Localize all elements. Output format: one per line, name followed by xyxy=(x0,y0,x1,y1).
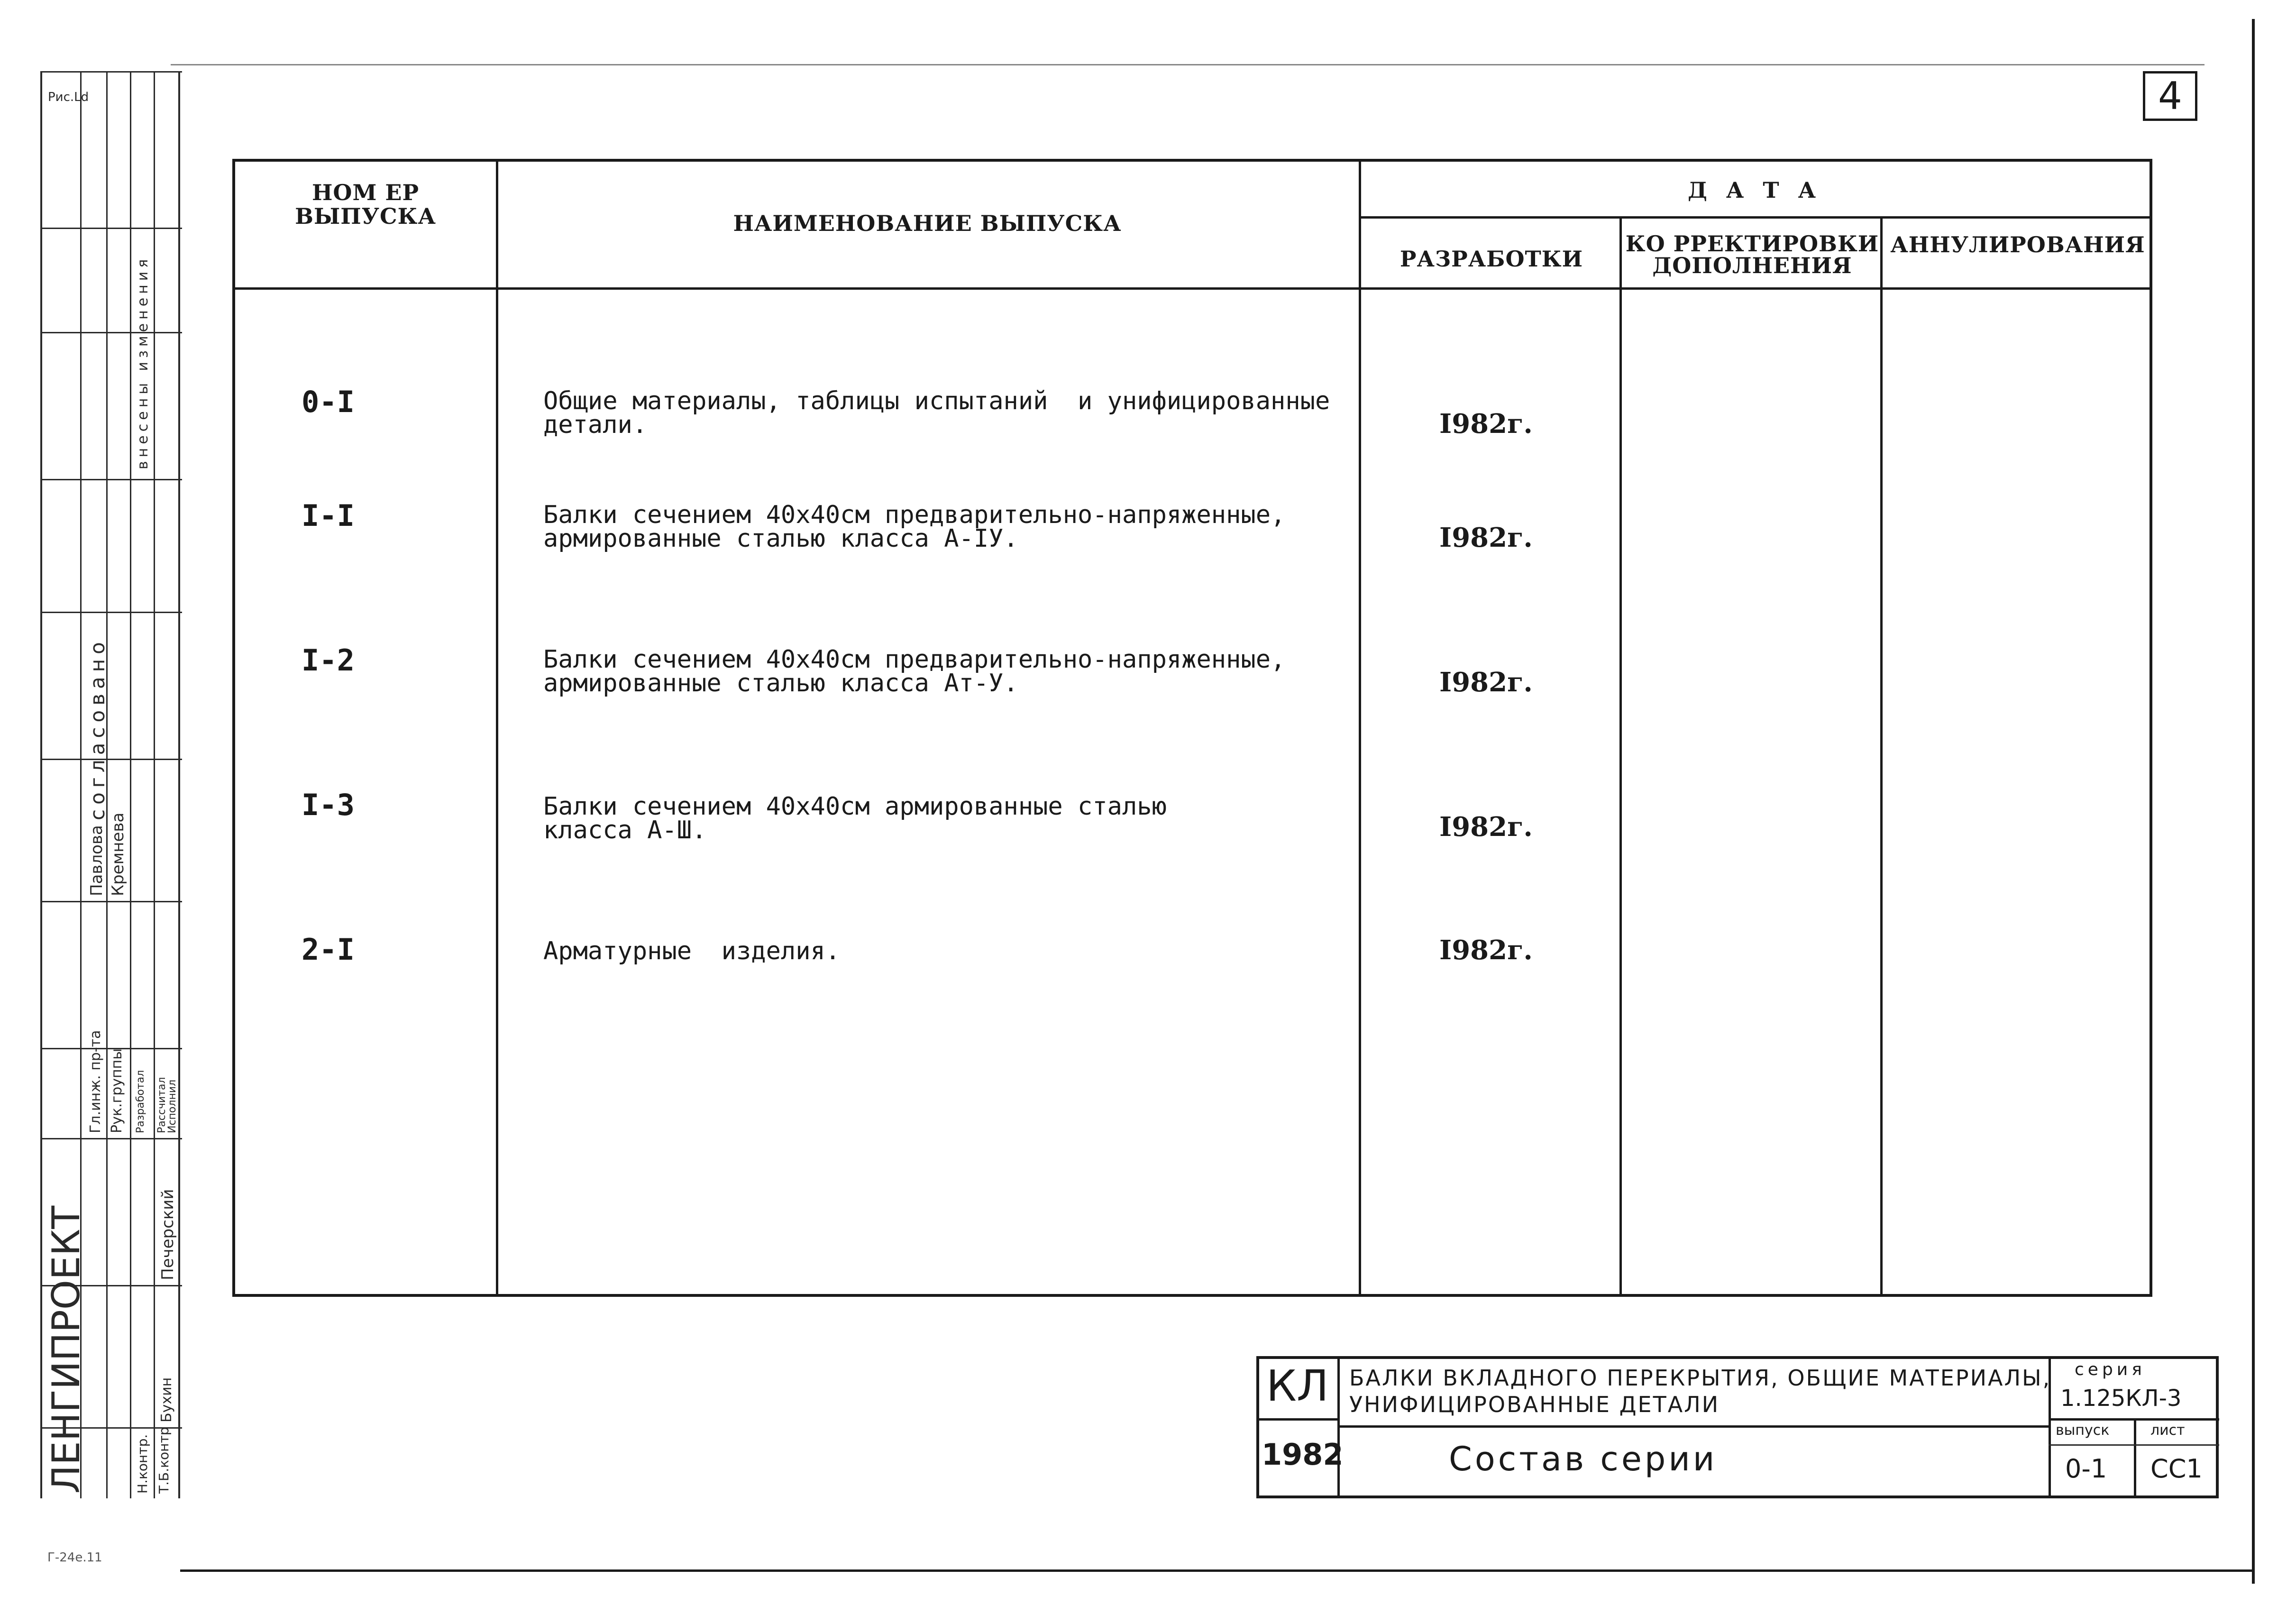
role-label: Т.Б.контр xyxy=(156,1427,172,1494)
row-number: I-I xyxy=(302,498,355,533)
tb-title: БАЛКИ ВКЛАДНОГО ПЕРЕКРЫТИЯ, ОБЩИЕ МАТЕРИАЛЫ, УНИФИЦИРОВАННЫЕ ДЕТАЛИ xyxy=(1349,1365,2051,1417)
header-name: НАИМЕНОВАНИЕ ВЫПУСКА xyxy=(733,211,1122,236)
header-divider xyxy=(235,287,2150,290)
strip-divider xyxy=(42,901,182,902)
header-correction: КО РРЕКТИРОВКИ ДОПОЛНЕНИЯ xyxy=(1625,231,1879,278)
row-number: 0-I xyxy=(302,385,355,419)
row-number: 2-I xyxy=(302,932,355,967)
signer-name: Кремнева xyxy=(109,812,128,896)
header-development: РАЗРАБОТКИ xyxy=(1400,246,1583,272)
role-label: Исполнил xyxy=(166,1079,178,1133)
strip-divider xyxy=(42,332,182,333)
col-divider xyxy=(1359,162,1361,1295)
header-date: Д А Т А xyxy=(1687,177,1822,203)
tb-issue-value: 0-1 xyxy=(2065,1454,2107,1484)
org-name: ЛЕНГИПРОЕКТ xyxy=(44,1205,88,1494)
row-name: Арматурные изделия. xyxy=(543,937,841,965)
role-label: Гл.инж. пр-та xyxy=(87,1030,104,1133)
row-date: I982г. xyxy=(1439,408,1533,440)
row-date: I982г. xyxy=(1439,667,1533,698)
row-name: Балки сечением 40х40см предварительно-напряженные, армированные сталью класса А-IУ. xyxy=(543,501,1286,553)
tb-series-label: серия xyxy=(2075,1360,2146,1379)
tb-subtitle: Состав серии xyxy=(1449,1440,1718,1478)
header-divider xyxy=(1359,216,2150,219)
signer-name: Печерский xyxy=(158,1189,177,1280)
signer-name: Павлова xyxy=(87,825,106,896)
tb-divider xyxy=(2134,1418,2136,1496)
tb-divider xyxy=(1337,1425,2049,1428)
row-name: Балки сечением 40х40см армированные сталью класса А-Ш. xyxy=(543,792,1167,844)
frame-top-line xyxy=(171,64,2205,65)
strip-divider xyxy=(42,759,182,760)
row-name: Балки сечением 40х40см предварительно-напряженные, армированные сталью класса Ат-У. xyxy=(543,645,1286,697)
tb-sheet-label: лист xyxy=(2150,1422,2185,1439)
row-name: Общие материалы, таблицы испытаний и унифицированные детали. xyxy=(543,387,1330,439)
frame-right-line xyxy=(2252,19,2255,1584)
tb-divider xyxy=(2049,1444,2219,1446)
strip-divider xyxy=(130,71,131,1498)
bottom-mark: Г-24е.11 xyxy=(47,1551,102,1565)
col-divider xyxy=(1880,216,1883,1295)
tb-code: КЛ xyxy=(1266,1361,1329,1411)
role-label: Рассчитал xyxy=(156,1077,168,1133)
tb-divider xyxy=(2049,1418,2219,1421)
tb-series-value: 1.125КЛ-3 xyxy=(2060,1385,2182,1412)
left-margin-strip xyxy=(40,71,180,1498)
strip-divider xyxy=(42,479,182,480)
row-date: I982г. xyxy=(1439,522,1533,553)
col-divider xyxy=(1619,216,1622,1295)
changes-label: внесены изменения xyxy=(135,255,151,469)
title-block xyxy=(1256,1356,2219,1498)
row-date: I982г. xyxy=(1439,811,1533,843)
tb-issue-label: выпуск xyxy=(2056,1422,2110,1439)
strip-divider xyxy=(42,612,182,613)
row-number: I-2 xyxy=(302,643,355,678)
row-number: I-3 xyxy=(302,788,355,822)
agreed-label: согласовано xyxy=(86,637,109,820)
tb-divider xyxy=(1259,1418,1337,1421)
header-annulment: АННУЛИРОВАНИЯ xyxy=(1890,232,2145,257)
strip-divider xyxy=(42,1138,182,1139)
role-label: Разработал xyxy=(135,1070,146,1133)
row-date: I982г. xyxy=(1439,935,1533,966)
col-divider xyxy=(496,162,498,1295)
tb-sheet-value: СС1 xyxy=(2150,1454,2203,1484)
strip-divider xyxy=(154,71,155,1498)
strip-divider xyxy=(42,71,182,73)
top-mark: Рис.Ld xyxy=(48,90,89,104)
strip-divider xyxy=(42,228,182,229)
role-label: Н.контр. xyxy=(135,1434,150,1494)
role-label: Рук.группы xyxy=(109,1048,125,1133)
tb-divider xyxy=(1337,1359,1340,1496)
issues-table xyxy=(232,159,2152,1297)
signer-name: Бухин xyxy=(158,1377,175,1422)
page-number: 4 xyxy=(2143,71,2197,121)
tb-year: 1982 xyxy=(1262,1437,1344,1472)
header-number: НОМ ЕР ВЫПУСКА xyxy=(295,180,436,229)
frame-bottom-line xyxy=(180,1569,2252,1572)
